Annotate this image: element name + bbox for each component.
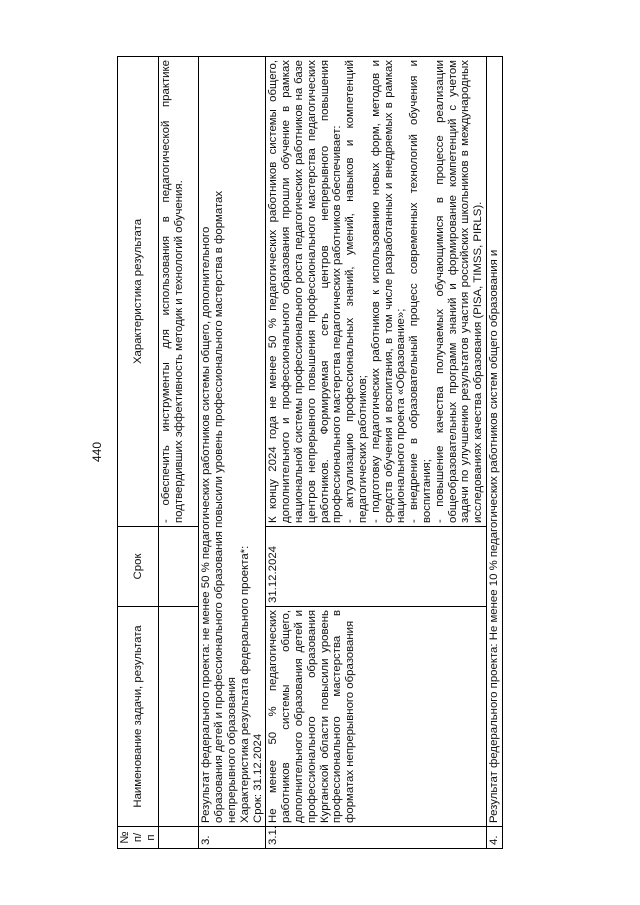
description-paragraph: - внедрение в образовательный процесс современных технологий обучения и воспитания; bbox=[408, 60, 433, 523]
section-4-text: Результат федерального проекта: Не менее 10 % педагогических работников систем общего образования и bbox=[486, 57, 502, 827]
section-3-line: Срок: 31.12.2024 bbox=[251, 733, 264, 823]
section-3-line: непрерывного образования bbox=[225, 677, 238, 823]
table-row-continued bbox=[159, 57, 199, 849]
description-paragraph: - актуализацию профессиональных знаний, умений, навыков и компетенций педагогических работников; bbox=[344, 60, 369, 523]
page-number: 440 bbox=[90, 441, 104, 463]
description-paragraph: - подготовку педагогических работников к использованию новых форм, методов и средств обучения и воспитания, в том числе разработанных и внедряемых в рамках национального проекта «Образование»; bbox=[369, 60, 408, 523]
section-3-line: Результат федерального проекта: не менее 50 % педагогических работников системы общего, дополнительного bbox=[200, 226, 213, 823]
row-3-1-num: 3.1. bbox=[266, 827, 487, 849]
section-4-num: 4. bbox=[486, 827, 502, 849]
description-paragraph: К концу 2024 года не менее 50 % педагогических работников системы общего, дополнительного и профессионального образования прошли обучение в рамках национальной системы профессионального роста педагогических работников на базе центров непрерывного повышения профессионального мастерства педагогических работников. Формируемая сеть центров непрерывного повышения профессионального мастерства педагогических работников обеспечивает: bbox=[267, 60, 344, 523]
header-name: Наименование задачи, результата bbox=[118, 607, 159, 827]
section-3-line: образования детей и профессионального образования повысили уровень профессионального мастерства в форматах bbox=[213, 190, 226, 823]
section-3-text bbox=[199, 57, 266, 827]
row-3-1-name: Не менее 50 % педагогических работников системы общего, дополнительного образования детей и профессионального образования Курганской области повысили уровень профессионального мастерства в форматах непрерывного образования bbox=[266, 607, 487, 827]
header-deadline: Срок bbox=[118, 527, 159, 607]
table-row-section-3 bbox=[199, 57, 266, 849]
row-3-1-description bbox=[266, 57, 487, 527]
table-row-3-1 bbox=[266, 57, 487, 849]
results-table bbox=[117, 56, 503, 849]
section-3-line: Характеристика результата федерального проекта*: bbox=[238, 545, 251, 823]
table-header-row bbox=[118, 57, 159, 849]
section-3-num: 3. bbox=[199, 827, 266, 849]
continued-text: - обеспечить инструменты для использования в педагогической практике подтвердивших эффективность методик и технологий обучения. bbox=[159, 57, 199, 527]
table-row-section-4 bbox=[486, 57, 502, 849]
row-3-1-deadline: 31.12.2024 bbox=[266, 527, 487, 607]
description-paragraph: - повышение качества получаемых обучающимися в процессе реализации общеобразовательных программ знаний и формирование компетенций с учетом задачи по улучшению результатов участия российских школьников в международных исследованиях качества образования (PISA, TIMSS, PIRLS). bbox=[433, 60, 485, 523]
header-description: Характеристика результата bbox=[118, 57, 159, 527]
rotated-page bbox=[117, 56, 598, 849]
header-num: № п/п bbox=[118, 827, 159, 849]
